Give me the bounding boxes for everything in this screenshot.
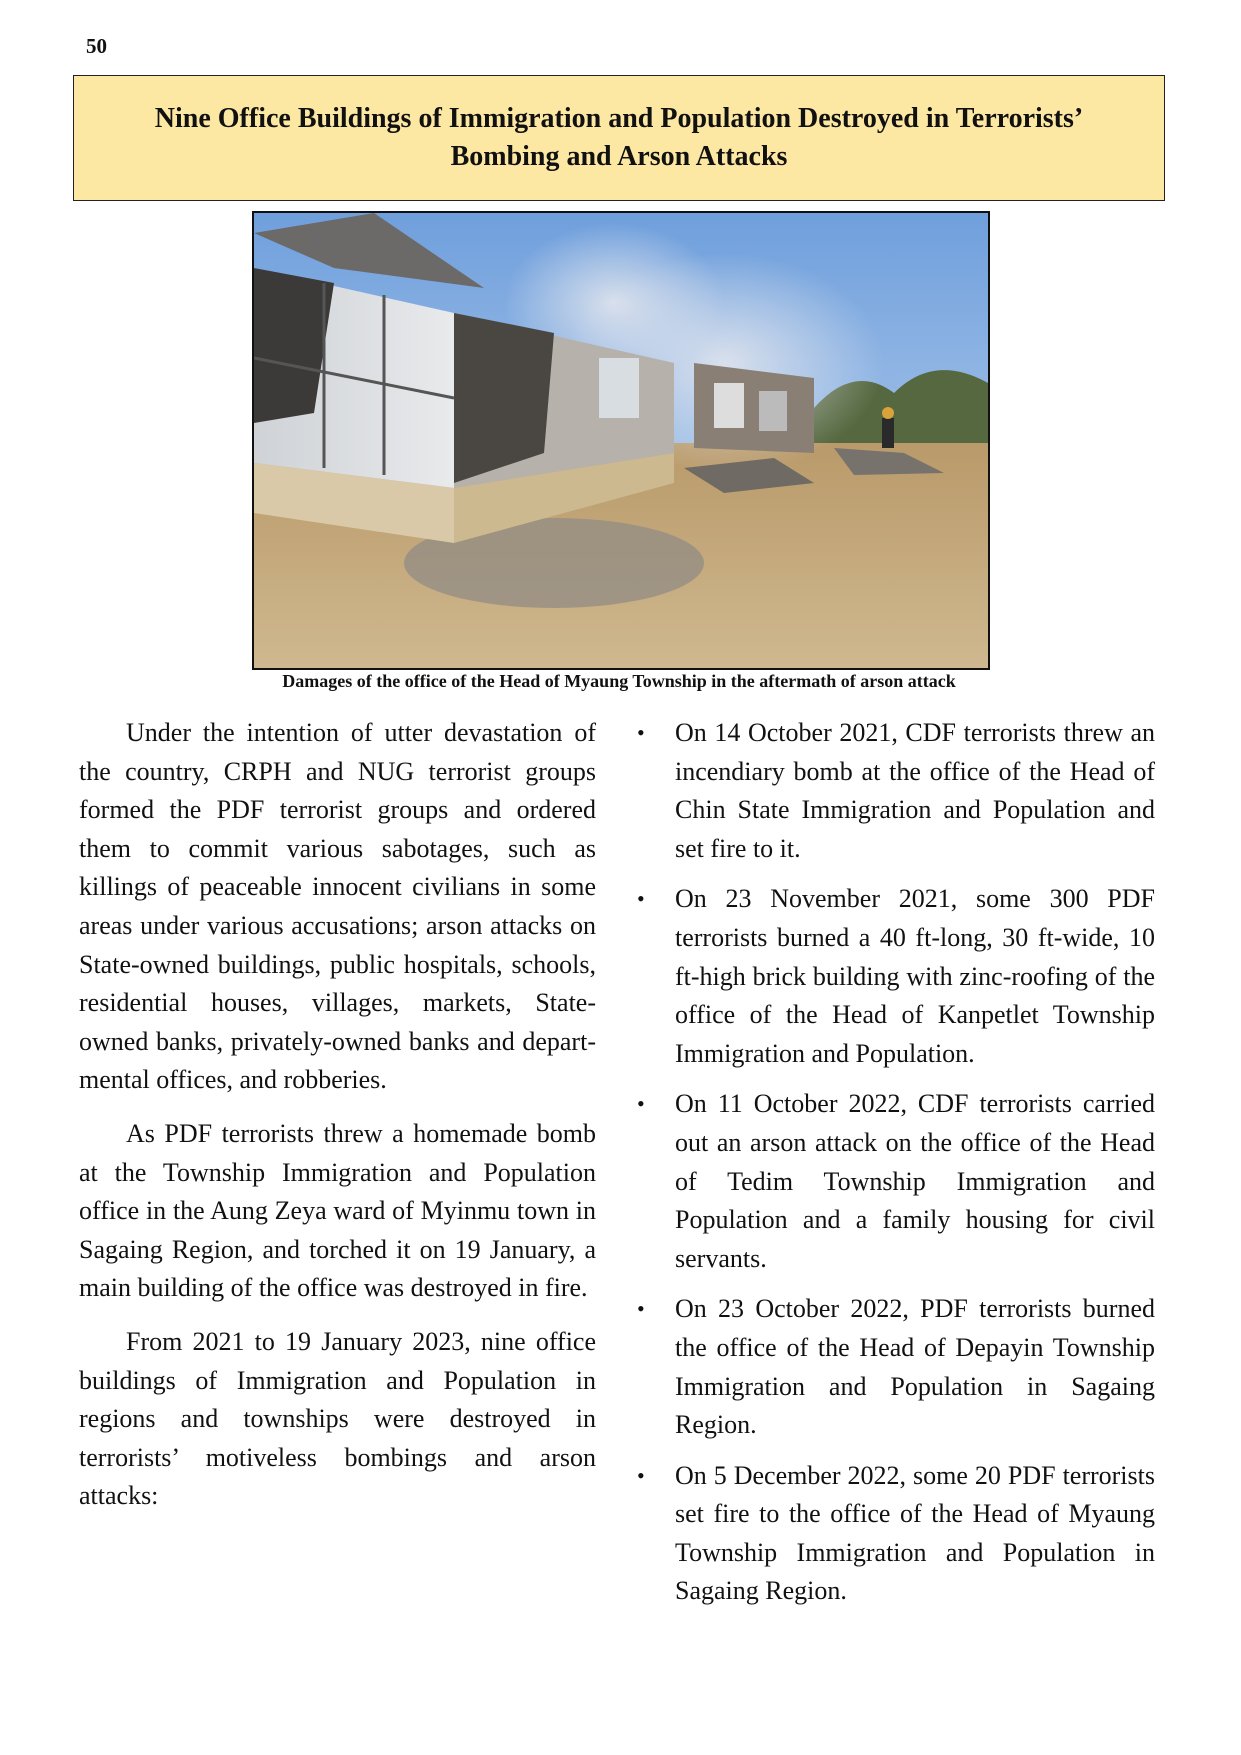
list-item-text: On 5 December 2022, some 20 PDF terrorists set fire to the office of the Head of Myaung Township Immigration and Population in Sagaing Region. <box>675 1460 1155 1606</box>
body-paragraph-1: Under the intention of utter devastation of the country, CRPH and NUG terrorist groups formed the PDF terrorist groups and ordered them to commit various sabotages, such as killings of peaceable innocent civilians in some areas under various accusations; arson attacks on State-owned buildings, public hospitals, schools, residential houses, villages, markets, State-owned banks, privately-owned banks and departmental offices, and robberies. <box>79 718 596 1095</box>
bullet-icon: • <box>637 720 645 745</box>
body-paragraph-3: From 2021 to 19 January 2023, nine office buildings of Immigration and Population in regions and townships were destroyed in terrorists’ motiveless bombings and arson attacks: <box>79 1326 596 1511</box>
list-item <box>637 714 1155 868</box>
list-item-text: On 11 October 2022, CDF terrorists carried out an arson attack on the office of the Head of Tedim Township Immigration and Population and a family housing for civil servants. <box>675 1089 1155 1273</box>
list-item-text: On 14 October 2021, CDF terrorists threw an incendiary bomb at the office of the Head of Chin State Immigration and Population and set fire to it. <box>675 718 1155 863</box>
list-item <box>637 880 1155 1073</box>
photo-illustration <box>254 213 988 668</box>
title-line-1: Nine Office Buildings of Immigration and Population Destroyed in Terrorists’ <box>154 103 1084 134</box>
right-column <box>637 714 1155 1623</box>
photo-caption: Damages of the office of the Head of Myaung Township in the aftermath of arson attack <box>282 671 956 691</box>
incident-list <box>637 714 1155 1611</box>
burned-building-photo <box>252 211 990 670</box>
page-number: 50 <box>86 34 107 58</box>
list-item <box>637 1457 1155 1611</box>
list-item-text: On 23 November 2021, some 300 PDF terrorists burned a 40 ft-long, 30 ft-wide, 10 ft-high brick building with zinc-roofing of the office of the Head of Kanpetlet Township Immigration and Population. <box>675 884 1155 1068</box>
bullet-icon: • <box>637 1462 645 1488</box>
list-item <box>637 1290 1155 1444</box>
list-item-text: On 23 October 2022, PDF terrorists burned the office of the Head of Depayin Township Immigration and Population in Sagaing Region. <box>675 1294 1155 1440</box>
bullet-icon: • <box>637 886 645 912</box>
bullet-icon: • <box>637 1091 645 1117</box>
list-item <box>637 1085 1155 1278</box>
left-column <box>79 714 596 1531</box>
article-title <box>155 100 1083 176</box>
article-title-box <box>73 75 1165 201</box>
body-paragraph-2: As PDF terrorists threw a homemade bomb at the Township Immigration and Population office in the Aung Zeya ward of Myinmu town in Sagaing Region, and torched it on 19 January, a main building of the office was destroyed in fire. <box>79 1118 596 1303</box>
title-line-2: Bombing and Arson Attacks <box>450 141 788 172</box>
bullet-icon: • <box>637 1296 645 1322</box>
